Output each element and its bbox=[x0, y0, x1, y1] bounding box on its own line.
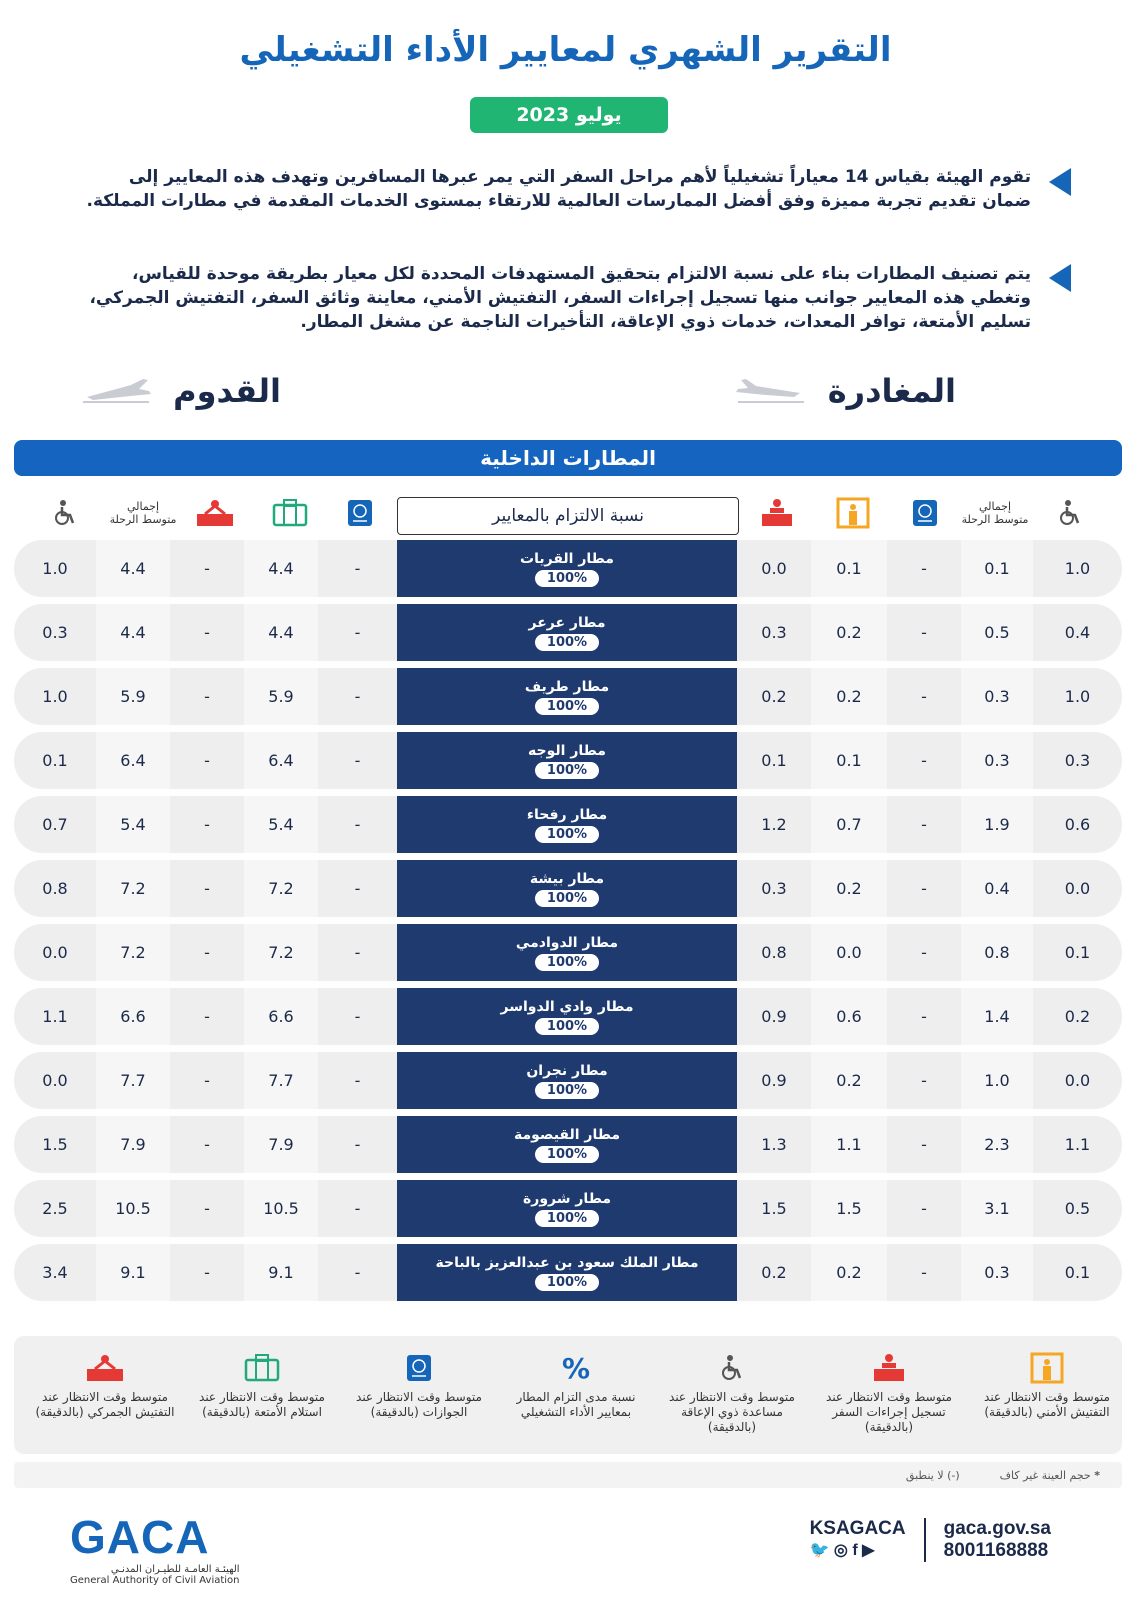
table-cell: 3.1 bbox=[961, 1180, 1033, 1237]
table-cell: - bbox=[921, 879, 927, 898]
table-row bbox=[14, 988, 1122, 1045]
domestic-airports-banner: المطارات الداخلية bbox=[14, 440, 1122, 476]
table-cell: 2.3 bbox=[961, 1116, 1033, 1173]
table-cell: - bbox=[921, 1007, 927, 1026]
table-cell: 0.2 bbox=[761, 687, 787, 706]
table-cell: 1.3 bbox=[761, 1135, 787, 1154]
table-row bbox=[14, 604, 1122, 661]
table-cell: - bbox=[354, 1135, 361, 1154]
arrival-label: القدوم bbox=[173, 372, 281, 410]
airport-compliance-cell bbox=[397, 924, 737, 981]
table-cell: 7.2 bbox=[244, 924, 318, 981]
table-cell: 0.2 bbox=[811, 668, 887, 725]
table-cell: 7.2 bbox=[96, 860, 170, 917]
intro-paragraph-1: تقوم الهيئة بقياس 14 معياراً تشغيلياً لأهم مراحل السفر التي يمر عبرها المسافرين وتهدف هذه المعايير إلى ضمان تقديم تجربة مميزة وفق أفضل الممارسات العالمية للارتقاء بمستوى الخدمات المقدمة في مطارات المملكة. bbox=[86, 167, 1031, 211]
table-cell: 0.8 bbox=[761, 943, 787, 962]
compliance-percent: 100% bbox=[535, 1210, 599, 1227]
table-cell: 0.3 bbox=[1064, 751, 1091, 770]
table-cell: - bbox=[354, 943, 361, 962]
table-cell: - bbox=[204, 1199, 210, 1218]
na-note: (-) لا ينطبق bbox=[905, 1468, 960, 1482]
table-cell: 5.9 bbox=[244, 668, 318, 725]
table-cell: 0.3 bbox=[961, 1244, 1033, 1301]
table-row bbox=[14, 860, 1122, 917]
compliance-header: نسبة الالتزام بالمعايير bbox=[397, 497, 739, 535]
table-cell: - bbox=[354, 1199, 361, 1218]
table-cell: 0.1 bbox=[42, 751, 68, 770]
table-cell: 0.2 bbox=[811, 1244, 887, 1301]
table-cell: 1.0 bbox=[42, 687, 68, 706]
bullet-arrow-icon bbox=[1049, 264, 1071, 292]
table-row bbox=[14, 732, 1122, 789]
passport-icon bbox=[345, 498, 375, 528]
departure-passport-header bbox=[895, 490, 955, 536]
table-cell: - bbox=[354, 879, 361, 898]
table-cell: - bbox=[354, 687, 361, 706]
security-gate-icon bbox=[836, 497, 870, 529]
airport-compliance-cell bbox=[397, 1052, 737, 1109]
table-cell: - bbox=[921, 751, 927, 770]
table-cell: 1.5 bbox=[811, 1180, 887, 1237]
table-row bbox=[14, 1180, 1122, 1237]
compliance-percent: 100% bbox=[535, 1018, 599, 1035]
departure-plane-icon bbox=[736, 377, 806, 405]
table-cell: 0.1 bbox=[1064, 1263, 1091, 1282]
legend-wheelchair: متوسط وقت الانتظار عند مساعدة ذوي الإعاقة (بالدقيقة) bbox=[657, 1346, 807, 1451]
table-cell: 2.5 bbox=[42, 1199, 68, 1218]
legend-checkin: متوسط وقت الانتظار عند تسجيل إجراءات السفر (بالدقيقة) bbox=[814, 1346, 964, 1451]
airport-name: مطار بيشة bbox=[529, 870, 605, 887]
table-cell: 5.4 bbox=[244, 796, 318, 853]
table-cell: 7.9 bbox=[244, 1116, 318, 1173]
table-cell: - bbox=[204, 559, 210, 578]
passport-icon bbox=[404, 1353, 434, 1383]
table-cell: 4.4 bbox=[244, 540, 318, 597]
page-title: التقرير الشهري لمعايير الأداء التشغيلي bbox=[239, 30, 892, 70]
airport-name: مطار القريات bbox=[520, 550, 614, 567]
table-cell: 0.3 bbox=[42, 623, 68, 642]
table-cell: - bbox=[204, 1263, 210, 1282]
table-cell: 4.4 bbox=[96, 604, 170, 661]
table-cell: 6.4 bbox=[244, 732, 318, 789]
legend-security: متوسط وقت الانتظار عند التفتيش الأمني (بالدقيقة) bbox=[972, 1346, 1122, 1451]
table-cell: - bbox=[921, 943, 927, 962]
table-cell: 7.9 bbox=[96, 1116, 170, 1173]
table-cell: 0.8 bbox=[42, 879, 68, 898]
compliance-percent: 100% bbox=[535, 954, 599, 971]
table-cell: 0.9 bbox=[761, 1071, 787, 1090]
table-cell: - bbox=[204, 623, 210, 642]
table-row bbox=[14, 1244, 1122, 1301]
table-cell: - bbox=[204, 687, 210, 706]
arrival-plane-icon bbox=[81, 377, 151, 405]
compliance-percent: 100% bbox=[535, 1274, 599, 1291]
table-cell: 0.2 bbox=[811, 860, 887, 917]
wheelchair-icon bbox=[718, 1354, 746, 1382]
table-cell: 10.5 bbox=[96, 1180, 170, 1237]
table-cell: 1.2 bbox=[761, 815, 787, 834]
airport-compliance-cell bbox=[397, 860, 737, 917]
table-cell: 7.2 bbox=[96, 924, 170, 981]
table-cell: - bbox=[204, 1007, 210, 1026]
table-cell: 0.3 bbox=[961, 668, 1033, 725]
table-cell: 5.9 bbox=[96, 668, 170, 725]
table-cell: - bbox=[204, 751, 210, 770]
table-row bbox=[14, 1116, 1122, 1173]
airport-name: مطار وادي الدواسر bbox=[500, 998, 634, 1015]
legend-passport: متوسط وقت الانتظار عند الجوازات (بالدقيقة) bbox=[344, 1346, 494, 1451]
table-cell: 1.5 bbox=[761, 1199, 787, 1218]
compliance-percent: 100% bbox=[535, 1082, 599, 1099]
departure-label: المغادرة bbox=[827, 372, 956, 410]
compliance-percent: 100% bbox=[535, 762, 599, 779]
table-cell: - bbox=[354, 1007, 361, 1026]
table-cell: - bbox=[921, 559, 927, 578]
arrival-wheelchair-header bbox=[36, 490, 94, 536]
arrival-customs-header bbox=[180, 490, 250, 536]
passport-icon bbox=[910, 498, 940, 528]
phone-number: 8001168888 bbox=[943, 1540, 1049, 1561]
social-icons[interactable]: 🐦 ◎ f ▶ bbox=[809, 1542, 875, 1559]
compliance-percent: 100% bbox=[535, 826, 599, 843]
airport-name: مطار الوجه bbox=[528, 742, 606, 759]
table-cell: 3.4 bbox=[42, 1263, 68, 1282]
percent-icon: % bbox=[561, 1351, 591, 1385]
wheelchair-icon bbox=[1056, 499, 1084, 527]
table-cell: 0.4 bbox=[961, 860, 1033, 917]
arrival-baggage-header bbox=[255, 490, 325, 536]
table-cell: 7.7 bbox=[96, 1052, 170, 1109]
customs-icon bbox=[83, 1353, 127, 1383]
table-cell: 1.4 bbox=[961, 988, 1033, 1045]
airport-compliance-cell bbox=[397, 988, 737, 1045]
arrival-heading bbox=[81, 372, 281, 410]
date-badge: يوليو 2023 bbox=[470, 97, 668, 133]
airport-compliance-cell bbox=[397, 1116, 737, 1173]
social-handle[interactable]: KSAGACA bbox=[809, 1518, 906, 1539]
asterisk-note: * حجم العينة غير كاف bbox=[999, 1468, 1100, 1482]
table-cell: - bbox=[921, 815, 927, 834]
legend-panel bbox=[14, 1336, 1122, 1454]
gaca-logo-text: GACA bbox=[70, 1511, 210, 1563]
table-cell: 0.6 bbox=[811, 988, 887, 1045]
table-row bbox=[14, 1052, 1122, 1109]
baggage-icon bbox=[272, 499, 308, 527]
table-cell: 6.6 bbox=[96, 988, 170, 1045]
table-cell: - bbox=[921, 1135, 927, 1154]
departure-wheelchair-header bbox=[1040, 490, 1100, 536]
table-cell: - bbox=[204, 815, 210, 834]
table-row bbox=[14, 668, 1122, 725]
table-cell: 1.0 bbox=[961, 1052, 1033, 1109]
table-cell: - bbox=[204, 1071, 210, 1090]
table-cell: 1.0 bbox=[1064, 687, 1091, 706]
table-cell: 0.0 bbox=[1064, 879, 1091, 898]
table-cell: 6.6 bbox=[244, 988, 318, 1045]
table-cell: - bbox=[354, 559, 361, 578]
table-cell: 0.0 bbox=[1064, 1071, 1091, 1090]
table-cell: 0.6 bbox=[1064, 815, 1091, 834]
table-cell: - bbox=[354, 815, 361, 834]
airport-compliance-cell bbox=[397, 540, 737, 597]
table-cell: - bbox=[354, 751, 361, 770]
table-cell: 0.7 bbox=[42, 815, 68, 834]
table-cell: 0.2 bbox=[811, 604, 887, 661]
table-cell: 0.2 bbox=[761, 1263, 787, 1282]
table-cell: - bbox=[354, 1071, 361, 1090]
footer-contact bbox=[810, 1518, 1051, 1562]
table-cell: 0.1 bbox=[811, 540, 887, 597]
website-link[interactable]: gaca.gov.sa bbox=[943, 1518, 1051, 1539]
footer-divider bbox=[924, 1518, 926, 1562]
table-cell: 4.4 bbox=[244, 604, 318, 661]
airport-compliance-cell bbox=[397, 732, 737, 789]
compliance-percent: 100% bbox=[535, 698, 599, 715]
customs-icon bbox=[193, 498, 237, 528]
table-cell: - bbox=[921, 687, 927, 706]
table-cell: - bbox=[354, 1263, 361, 1282]
table-row bbox=[14, 796, 1122, 853]
table-row bbox=[14, 540, 1122, 597]
compliance-percent: 100% bbox=[535, 570, 599, 587]
departure-security-header bbox=[818, 490, 888, 536]
airport-name: مطار الملك سعود بن عبدالعزيز بالباحة bbox=[435, 1254, 699, 1271]
gaca-logo-en: General Authority of Civil Aviation bbox=[70, 1575, 240, 1586]
arrival-passport-header bbox=[330, 490, 390, 536]
table-cell: 1.5 bbox=[42, 1135, 68, 1154]
table-cell: 1.0 bbox=[1064, 559, 1091, 578]
table-row bbox=[14, 924, 1122, 981]
table-cell: 0.8 bbox=[961, 924, 1033, 981]
table-cell: 0.2 bbox=[811, 1052, 887, 1109]
airport-name: مطار نجران bbox=[526, 1062, 608, 1079]
table-cell: 0.4 bbox=[1064, 623, 1091, 642]
table-cell: - bbox=[921, 623, 927, 642]
airport-name: مطار القيصومة bbox=[513, 1126, 621, 1143]
gaca-logo-ar: الهيئـة العامـة للطيـران المدنـي bbox=[110, 1564, 240, 1575]
table-cell: 0.3 bbox=[961, 732, 1033, 789]
departure-heading bbox=[736, 372, 956, 410]
table-cell: 0.3 bbox=[761, 879, 787, 898]
table-cell: 1.1 bbox=[42, 1007, 68, 1026]
airport-name: مطار الدوادمي bbox=[515, 934, 619, 951]
table-cell: 0.5 bbox=[961, 604, 1033, 661]
table-cell: 0.9 bbox=[761, 1007, 787, 1026]
compliance-percent: 100% bbox=[535, 890, 599, 907]
departure-trip-avg-header: إجمالي متوسط الرحلة bbox=[961, 500, 1029, 526]
table-cell: 0.7 bbox=[811, 796, 887, 853]
table-cell: 1.1 bbox=[1064, 1135, 1091, 1154]
table-cell: - bbox=[921, 1199, 927, 1218]
baggage-icon bbox=[244, 1354, 280, 1382]
airport-name: مطار عرعر bbox=[528, 614, 606, 631]
arrival-trip-avg-header: إجمالي متوسط الرحلة bbox=[109, 500, 177, 526]
table-cell: 10.5 bbox=[244, 1180, 318, 1237]
table-cell: - bbox=[204, 943, 210, 962]
intro-paragraph-2: يتم تصنيف المطارات بناء على نسبة الالتزام بتحقيق المستهدفات المحددة لكل معيار بطريقة موحدة للقياس، وتغطي هذه المعايير جوانب منها تسجيل إجراءات السفر، التفتيش الأمني، معاينة وثائق السفر، التفتيش الجمركي، تسليم الأمتعة، توافر المعدات، خدمات ذوي الإعاقة، التأخيرات الناجمة عن مشغل المطار. bbox=[89, 264, 1031, 332]
table-cell: 0.2 bbox=[1064, 1007, 1091, 1026]
airport-name: مطار رفحاء bbox=[526, 806, 608, 823]
table-cell: 0.1 bbox=[1064, 943, 1091, 962]
table-cell: - bbox=[204, 879, 210, 898]
table-cell: 1.1 bbox=[811, 1116, 887, 1173]
table-cell: 4.4 bbox=[96, 540, 170, 597]
security-gate-icon bbox=[1030, 1352, 1064, 1384]
airport-compliance-cell bbox=[397, 1244, 737, 1301]
airport-compliance-cell bbox=[397, 668, 737, 725]
table-cell: 5.4 bbox=[96, 796, 170, 853]
table-cell: 7.7 bbox=[244, 1052, 318, 1109]
airport-name: مطار شرورة bbox=[523, 1190, 611, 1207]
check-in-icon bbox=[872, 1353, 906, 1383]
table-cell: - bbox=[921, 1071, 927, 1090]
table-cell: 0.1 bbox=[961, 540, 1033, 597]
compliance-percent: 100% bbox=[535, 1146, 599, 1163]
airport-name: مطار طريف bbox=[524, 678, 610, 695]
airport-compliance-cell bbox=[397, 1180, 737, 1237]
airport-compliance-cell bbox=[397, 796, 737, 853]
table-cell: 9.1 bbox=[96, 1244, 170, 1301]
airport-compliance-cell bbox=[397, 604, 737, 661]
notes-bar bbox=[14, 1462, 1122, 1488]
departure-checkin-header bbox=[742, 490, 812, 536]
table-cell: 0.0 bbox=[811, 924, 887, 981]
bullet-arrow-icon bbox=[1049, 168, 1071, 196]
table-cell: 1.0 bbox=[42, 559, 68, 578]
legend-percent: % نسبة مدى التزام المطار بمعايير الأداء التشغيلي bbox=[516, 1351, 636, 1419]
gaca-logo bbox=[70, 1510, 240, 1586]
check-in-icon bbox=[760, 498, 794, 528]
table-cell: - bbox=[204, 1135, 210, 1154]
table-cell: - bbox=[354, 623, 361, 642]
wheelchair-icon bbox=[51, 499, 79, 527]
table-cell: 0.5 bbox=[1064, 1199, 1091, 1218]
table-cell: 0.3 bbox=[761, 623, 787, 642]
compliance-percent: 100% bbox=[535, 634, 599, 651]
table-cell: - bbox=[921, 1263, 927, 1282]
legend-customs: متوسط وقت الانتظار عند التفتيش الجمركي (بالدقيقة) bbox=[30, 1346, 180, 1451]
table-cell: 9.1 bbox=[244, 1244, 318, 1301]
table-cell: 6.4 bbox=[96, 732, 170, 789]
table-cell: 0.1 bbox=[761, 751, 787, 770]
legend-baggage: متوسط وقت الانتظار عند استلام الأمتعة (بالدقيقة) bbox=[187, 1346, 337, 1451]
table-cell: 0.0 bbox=[761, 559, 787, 578]
table-cell: 0.0 bbox=[42, 943, 68, 962]
table-cell: 0.1 bbox=[811, 732, 887, 789]
table-cell: 1.9 bbox=[961, 796, 1033, 853]
table-cell: 7.2 bbox=[244, 860, 318, 917]
table-cell: 0.0 bbox=[42, 1071, 68, 1090]
